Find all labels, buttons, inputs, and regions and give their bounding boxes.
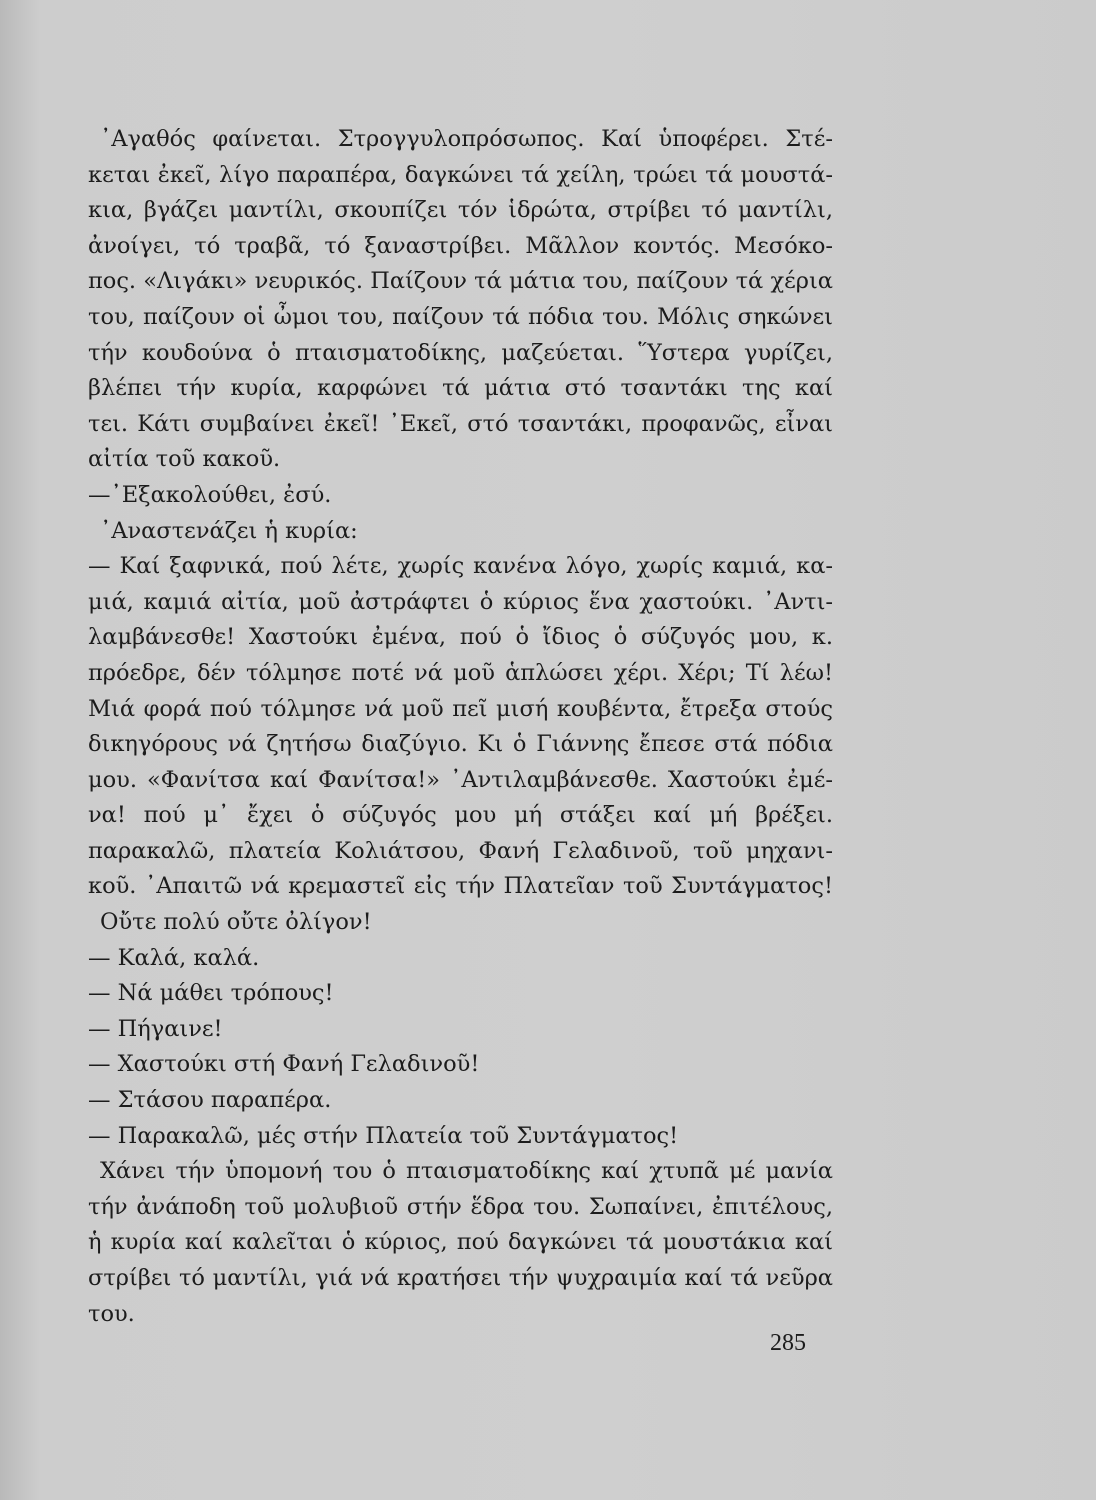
text-line: ᾿Αναστενάζει ἡ κυρία: [100, 517, 358, 544]
text-line: ἀνοίγει, τό τραβᾶ, τό ξαναστρίβει. Μᾶλλον κοντός. Μεσόκο- [88, 232, 833, 259]
text-line: να! πού μ᾿ ἔχει ὁ σύζυγός μου μή στάξει καί μή βρέξει. [88, 802, 833, 829]
text-line: — Χαστούκι στή Φανή Γελαδινοῦ! [88, 1051, 480, 1078]
text-line: τήν ἀνάποδη τοῦ μολυβιοῦ στήν ἕδρα του. Σωπαίνει, ἐπιτέλους, [88, 1193, 833, 1220]
text-line: Μιά φορά πού τόλμησε νά μοῦ πεῖ μισή κουβέντα, ἔτρεξα στούς [88, 695, 833, 722]
body-text [88, 122, 833, 1332]
text-line: παρακαλῶ, πλατεία Κολιάτσου, Φανή Γελαδινοῦ, τοῦ μηχανι- [88, 837, 833, 864]
text-line: — Καί ξαφνικά, πού λέτε, χωρίς κανένα λόγο, χωρίς καμιά, κα- [88, 553, 833, 580]
text-line: —᾿Εξακολούθει, ἐσύ. [88, 481, 332, 508]
text-line: βλέπει τήν κυρία, καρφώνει τά μάτια στό τσαντάκι της καί [88, 375, 833, 402]
text-line: ἡ κυρία καί καλεῖται ὁ κύριος, πού δαγκώνει τά μουστάκια καί [88, 1229, 833, 1256]
text-line: τει. Κάτι συμβαίνει ἐκεῖ! ᾿Εκεῖ, στό τσαντάκι, προφανῶς, εἶναι [88, 410, 833, 437]
text-line: Χάνει τήν ὑπομονή του ὁ πταισματοδίκης καί χτυπᾶ μέ μανία [100, 1158, 833, 1185]
text-line: δικηγόρους νά ζητήσω διαζύγιο. Κι ὁ Γιάννης ἔπεσε στά πόδια [88, 731, 833, 758]
page-number: 285 [770, 1330, 806, 1356]
text-line: — Πήγαινε! [88, 1015, 223, 1042]
text-line: λαμβάνεσθε! Χαστούκι ἐμένα, πού ὁ ἴδιος ὁ σύζυγός μου, κ. [88, 624, 833, 651]
text-line: μιά, καμιά αἰτία, μοῦ ἀστράφτει ὁ κύριος ἕνα χαστούκι. ᾿Αντι- [88, 588, 833, 615]
text-line: — Παρακαλῶ, μές στήν Πλατεία τοῦ Συντάγματος! [88, 1122, 679, 1149]
text-line: — Στάσου παραπέρα. [88, 1087, 332, 1114]
text-line: αἰτία τοῦ κακοῦ. [88, 446, 281, 473]
text-line: κια, βγάζει μαντίλι, σκουπίζει τόν ἱδρώτα, στρίβει τό μαντίλι, [88, 197, 833, 224]
text-line: ᾿Αγαθός φαίνεται. Στρογγυλοπρόσωπος. Καί ὑποφέρει. Στέ- [100, 126, 833, 152]
text-line: μου. «Φανίτσα καί Φανίτσα!» ᾿Αντιλαμβάνεσθε. Χαστούκι ἐμέ- [88, 766, 833, 793]
text-line: — Καλά, καλά. [88, 944, 260, 971]
text-line: κεται ἐκεῖ, λίγο παραπέρα, δαγκώνει τά χείλη, τρώει τά μουστά- [88, 161, 833, 188]
text-line: Οὔτε πολύ οὔτε ὀλίγον! [100, 909, 372, 936]
text-line: — Νά μάθει τρόπους! [88, 980, 334, 1007]
text-line: πος. «Λιγάκι» νευρικός. Παίζουν τά μάτια του, παίζουν τά χέρια [88, 268, 833, 295]
text-line: τήν κουδούνα ὁ πταισματοδίκης, μαζεύεται. Ὕστερα γυρίζει, [88, 339, 833, 366]
text-line: του. [88, 1300, 135, 1327]
text-line: πρόεδρε, δέν τόλμησε ποτέ νά μοῦ ἁπλώσει χέρι. Χέρι; Τί λέω! [88, 659, 833, 686]
text-line: του, παίζουν οἱ ὦμοι του, παίζουν τά πόδια του. Μόλις σηκώνει [88, 303, 833, 330]
text-line: κοῦ. ᾿Απαιτῶ νά κρεμαστεῖ εἰς τήν Πλατεῖαν τοῦ Συντάγματος! [88, 873, 833, 900]
text-line: στρίβει τό μαντίλι, γιά νά κρατήσει τήν ψυχραιμία καί τά νεῦρα [88, 1265, 833, 1291]
